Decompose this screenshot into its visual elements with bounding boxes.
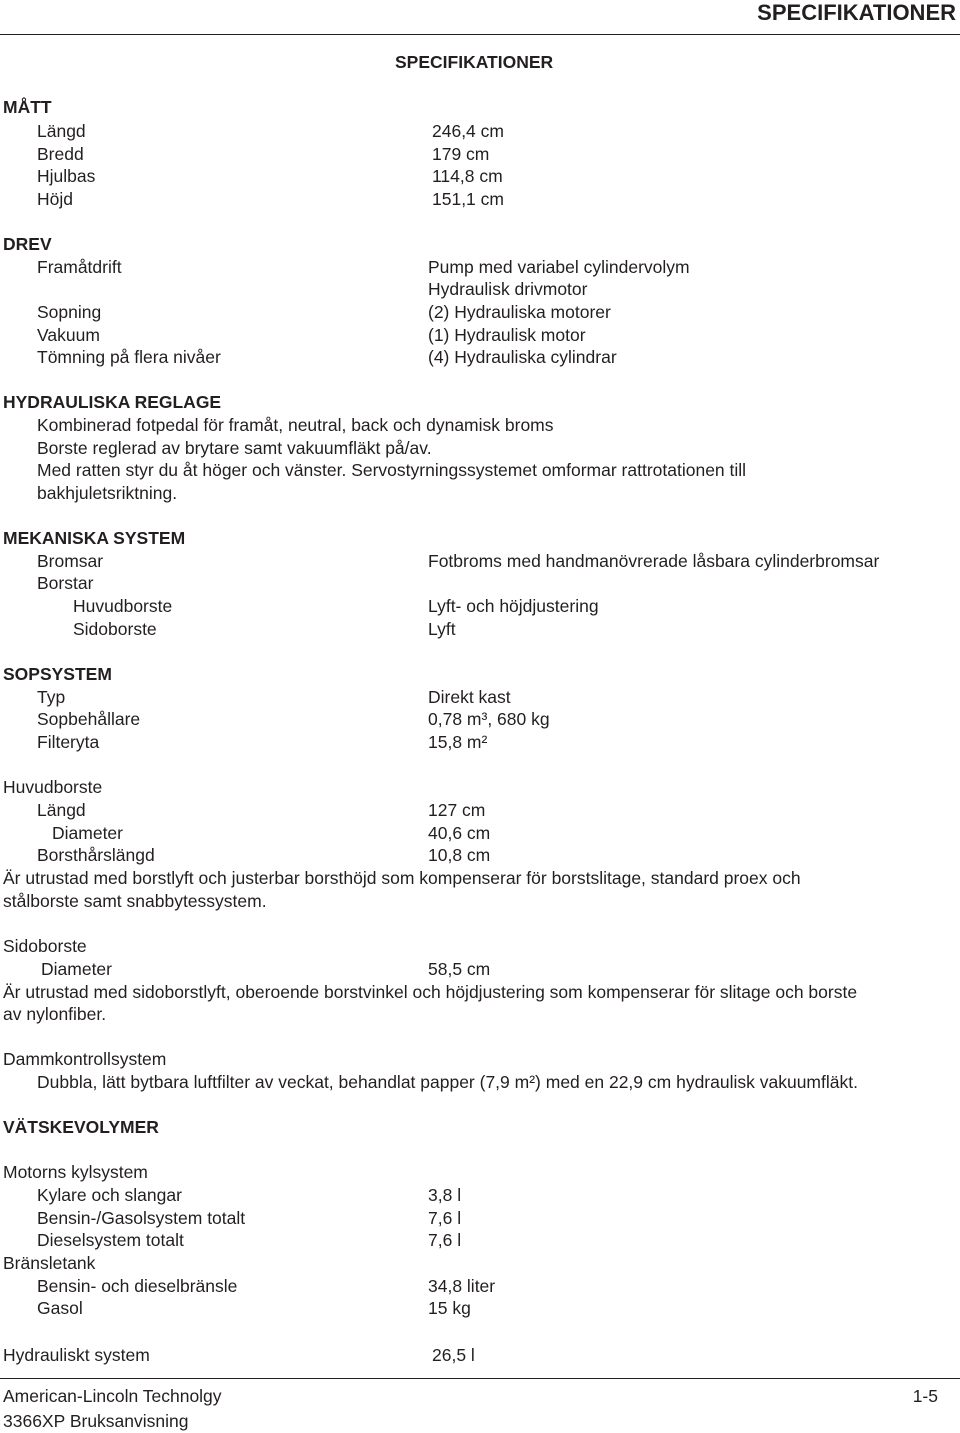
section-heading-vatskevolymer: VÄTSKEVOLYMER [3, 1117, 159, 1137]
spec-label: Typ [37, 687, 66, 707]
spec-label: Filteryta [37, 732, 100, 752]
spec-value: Pump med variabel cylindervolym [428, 257, 690, 277]
body-text: Är utrustad med sidoborstlyft, oberoende borstvinkel och höjdjustering som kompenserar för slitage och borste [3, 982, 858, 1002]
header-rule [0, 34, 960, 35]
spec-value: 15 kg [428, 1298, 471, 1318]
spec-label: Hydrauliskt system [3, 1345, 150, 1365]
body-text: Kombinerad fotpedal för framåt, neutral, back och dynamisk broms [37, 415, 554, 435]
page-title: SPECIFIKATIONER [395, 52, 554, 72]
spec-label: Hjulbas [37, 166, 96, 186]
body-text: stålborste samt snabbytessystem. [3, 891, 267, 911]
section-heading-matt: MÅTT [3, 97, 52, 117]
footer-company: American-Lincoln Technolgy [3, 1386, 222, 1406]
spec-value: 127 cm [428, 800, 486, 820]
spec-label: Borsthårslängd [37, 845, 155, 865]
spec-value: 58,5 cm [428, 959, 491, 979]
spec-label: Tömning på flera nivåer [37, 347, 221, 367]
spec-label: Sidoborste [73, 619, 157, 639]
spec-value: (2) Hydrauliska motorer [428, 302, 611, 322]
spec-label: Bensin-/Gasolsystem totalt [37, 1208, 246, 1228]
spec-label: Borstar [37, 573, 94, 593]
spec-label: Huvudborste [73, 596, 173, 616]
spec-label: Dieselsystem totalt [37, 1230, 184, 1250]
section-heading-mekaniska: MEKANISKA SYSTEM [3, 528, 186, 548]
spec-label: Sopning [37, 302, 102, 322]
spec-value: (4) Hydrauliska cylindrar [428, 347, 617, 367]
running-header-title: SPECIFIKATIONER [757, 0, 956, 25]
spec-value: Lyft- och höjdjustering [428, 596, 599, 616]
section-heading-drev: DREV [3, 234, 52, 254]
spec-label: Bensin- och dieselbränsle [37, 1276, 238, 1296]
body-text: Med ratten styr du åt höger och vänster. Servostyrningssystemet omformar rattrotationen till [37, 460, 747, 480]
spec-value: 40,6 cm [428, 823, 491, 843]
subsection-heading-motorns-kylsystem: Motorns kylsystem [3, 1162, 148, 1182]
spec-value: 246,4 cm [432, 121, 504, 141]
spec-value: 26,5 l [432, 1345, 475, 1365]
section-heading-sopsystem: SOPSYSTEM [3, 664, 112, 684]
spec-label: Gasol [37, 1298, 83, 1318]
spec-value: 7,6 l [428, 1230, 462, 1250]
spec-label: Diameter [41, 959, 112, 979]
spec-label: Bromsar [37, 551, 104, 571]
spec-value: 10,8 cm [428, 845, 491, 865]
body-text: bakhjuletsriktning. [37, 483, 178, 503]
spec-label: Diameter [52, 823, 123, 843]
body-text: av nylonfiber. [3, 1004, 107, 1024]
spec-label: Framåtdrift [37, 257, 122, 277]
footer-page-number: 1-5 [912, 1386, 938, 1406]
spec-label: Bredd [37, 144, 84, 164]
body-text: Är utrustad med borstlyft och justerbar borsthöjd som kompenserar för borstslitage, standard proex och [3, 868, 801, 888]
spec-value: 151,1 cm [432, 189, 504, 209]
spec-value: (1) Hydraulisk motor [428, 325, 586, 345]
spec-label: Sopbehållare [37, 709, 141, 729]
spec-value: Direkt kast [428, 687, 511, 707]
section-heading-hydrauliska-reglage: HYDRAULISKA REGLAGE [3, 392, 222, 412]
subsection-heading-damm: Dammkontrollsystem [3, 1049, 167, 1069]
spec-value: 0,78 m³, 680 kg [428, 709, 550, 729]
spec-label: Längd [37, 121, 86, 141]
spec-value: 15,8 m² [428, 732, 488, 752]
spec-value: Lyft [428, 619, 456, 639]
spec-value: 179 cm [432, 144, 490, 164]
subsection-heading-bransletank: Bränsletank [3, 1253, 96, 1273]
spec-label: Längd [37, 800, 86, 820]
spec-label: Kylare och slangar [37, 1185, 182, 1205]
spec-value: 7,6 l [428, 1208, 462, 1228]
subsection-heading-huvudborste: Huvudborste [3, 777, 103, 797]
spec-label: Vakuum [37, 325, 100, 345]
body-text: Borste reglerad av brytare samt vakuumfläkt på/av. [37, 438, 432, 458]
spec-value: Hydraulisk drivmotor [428, 279, 588, 299]
spec-value: 114,8 cm [432, 166, 503, 186]
spec-value: Fotbroms med handmanövrerade låsbara cylinderbromsar [428, 551, 880, 571]
body-text: Dubbla, lätt bytbara luftfilter av veckat, behandlat papper (7,9 m²) med en 22,9 cm hydraulisk vakuumfläkt. [37, 1072, 858, 1092]
subsection-heading-sidoborste: Sidoborste [3, 936, 87, 956]
footer-rule [0, 1378, 960, 1379]
spec-label: Höjd [37, 189, 73, 209]
spec-value: 34,8 liter [428, 1276, 496, 1296]
spec-value: 3,8 l [428, 1185, 462, 1205]
footer-manual-title: 3366XP Bruksanvisning [3, 1411, 189, 1431]
